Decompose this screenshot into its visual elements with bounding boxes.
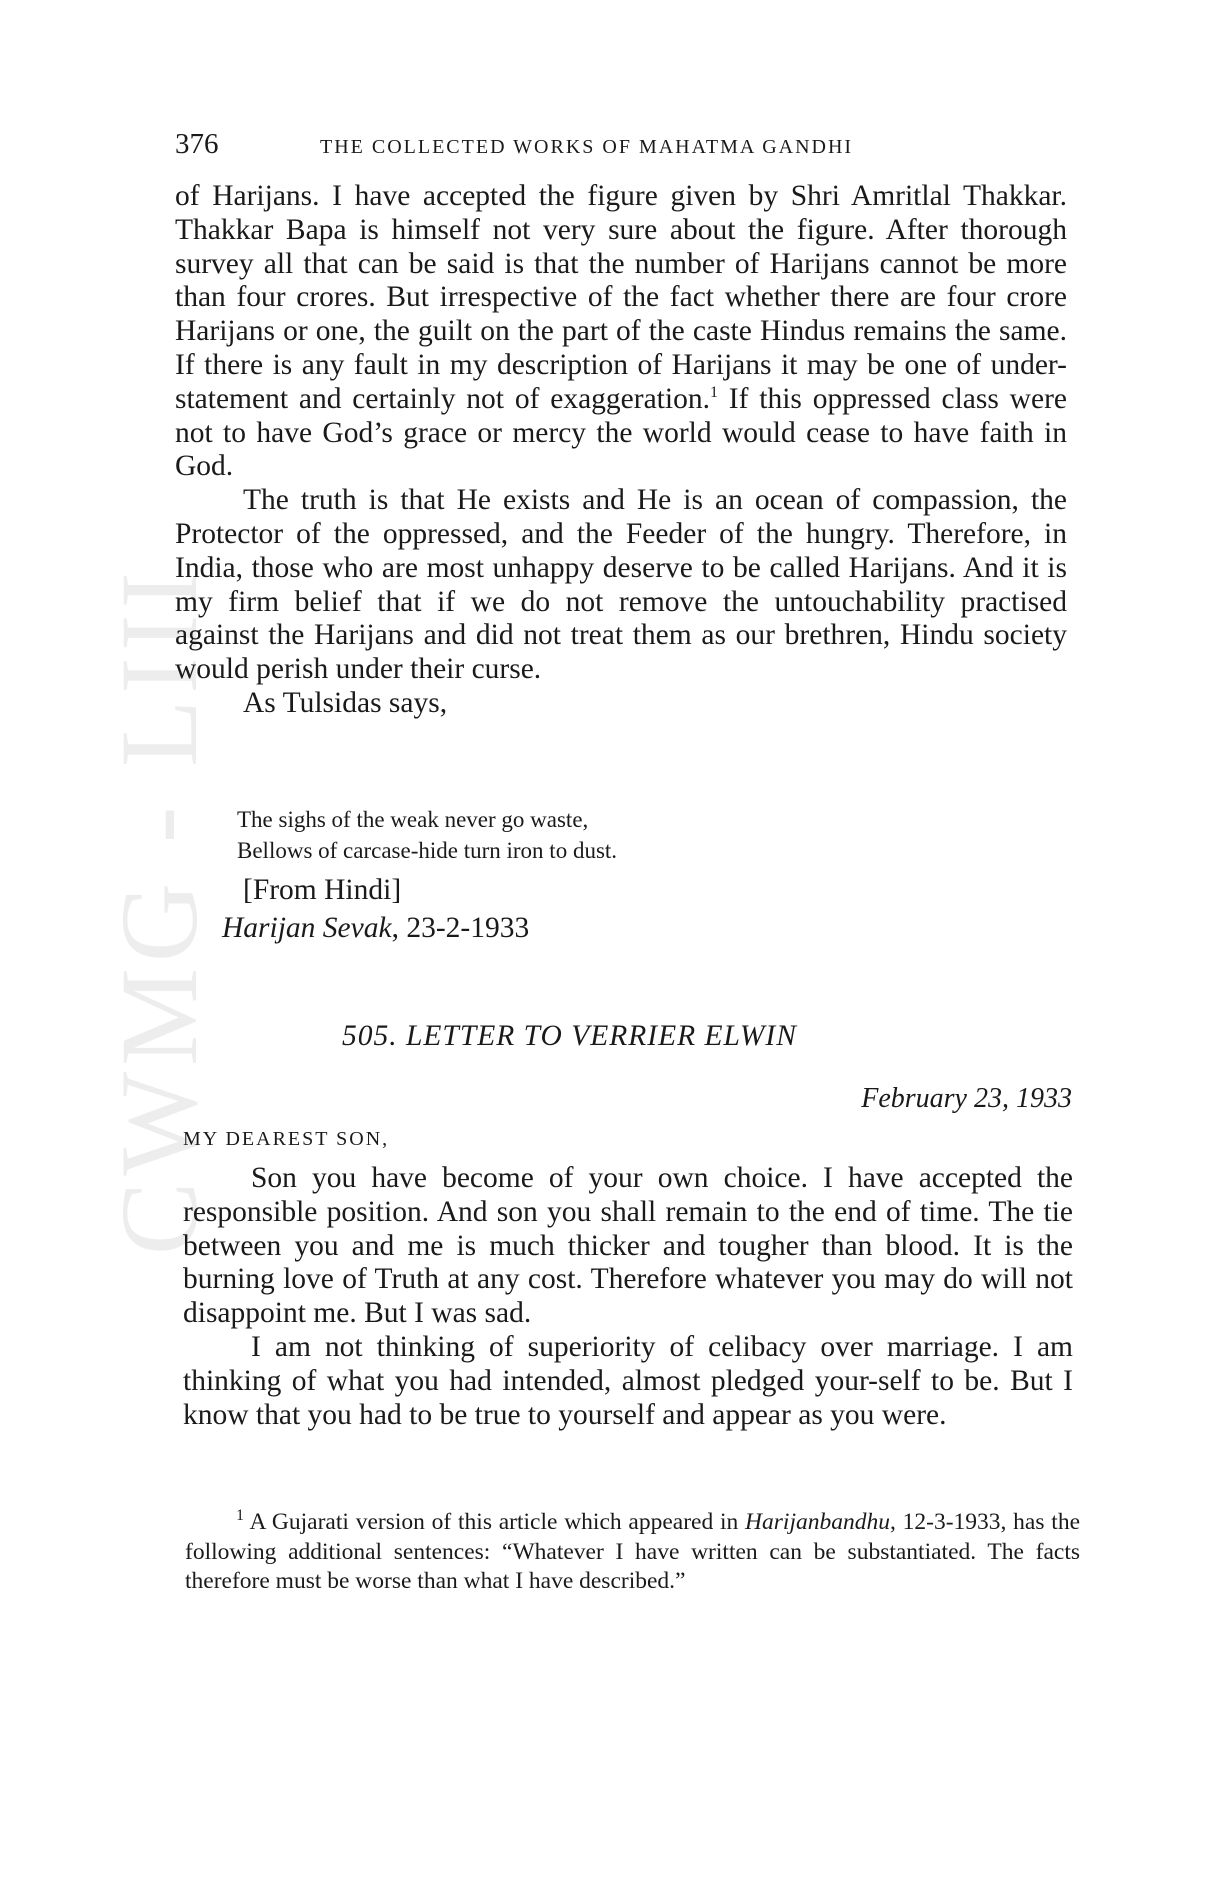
article-body	[175, 180, 1067, 721]
verse-line-1: The sighs of the weak never go waste,	[237, 807, 589, 832]
letter-date: February 23, 1933	[861, 1083, 1072, 1114]
page-header	[175, 128, 1079, 168]
letter-body	[183, 1162, 1073, 1432]
article-paragraph-3: As Tulsidas says,	[243, 686, 448, 719]
letter-paragraph-1: Son you have become of your own choice. I have accepted the responsible position. And son you shall remain to the end of time. The tie between you and me is much thicker and tougher than blood. It is the burning love of Truth at any cost. Therefore whatever you may do will not disappoint me. But I was sad.	[183, 1162, 1073, 1330]
footnote-publication: Harijanbandhu	[745, 1509, 890, 1535]
letter-title: 505. LETTER TO VERRIER ELWIN	[342, 1020, 797, 1052]
watermark-text: CWMG - LIII	[98, 565, 221, 1255]
tulsidas-verse	[237, 804, 617, 866]
source-publication: Harijan Sevak	[222, 912, 392, 944]
footnote-text: $^1$ A Gujarati version of this article which appeared in Harijanbandhu, 12-3-1933, has the following additional sentences: “Whatever I have written can be substantiated. The facts therefore must be worse than what I have described.”	[185, 1507, 1080, 1594]
page-number: 376	[175, 128, 219, 160]
source-citation	[222, 912, 529, 945]
article-paragraph-1: of Harijans. I have accepted the figure given by Shri Amritlal Thakkar. Thakkar Bapa is himself not very sure about the figure. After thorough survey all that can be said is that the number of Harijans cannot be more than four crores. But irrespective of the fact whether there are four crore Harijans or one, the guilt on the part of the caste Hindus remains the same. If there is any fault in my description of Harijans it may be one of under-statement and certainly not of exaggeration.$^1$ If this oppressed class were not to have God’s grace or mercy the world would cease to have faith in God.	[175, 180, 1067, 483]
footnote-marker: 1	[236, 1507, 244, 1525]
article-paragraph-2: The truth is that He exists and He is an ocean of compassion, the Protector of the oppressed, and the Feeder of the hungry. Therefore, in India, those who are most unhappy deserve to be called Harijans. And it is my firm belief that if we do not remove the untouchability practised against the Harijans and did not treat them as our brethren, Hindu society would perish under their curse.	[175, 484, 1067, 686]
letter-paragraph-2: I am not thinking of superiority of celibacy over marriage. I am thinking of what you had intended, almost pledged your-self to be. But I know that you had to be true to yourself and appear as you were.	[183, 1330, 1073, 1431]
source-date: , 23-2-1933	[391, 912, 530, 944]
footnote	[185, 1508, 1080, 1597]
letter-salutation: MY DEAREST SON,	[183, 1128, 390, 1150]
verse-line-2: Bellows of carcase-hide turn iron to dust.	[237, 838, 618, 863]
footnote-reference[interactable]: 1	[709, 383, 718, 401]
running-head: THE COLLECTED WORKS OF MAHATMA GANDHI	[320, 136, 854, 158]
source-language: [From Hindi]	[243, 874, 402, 906]
